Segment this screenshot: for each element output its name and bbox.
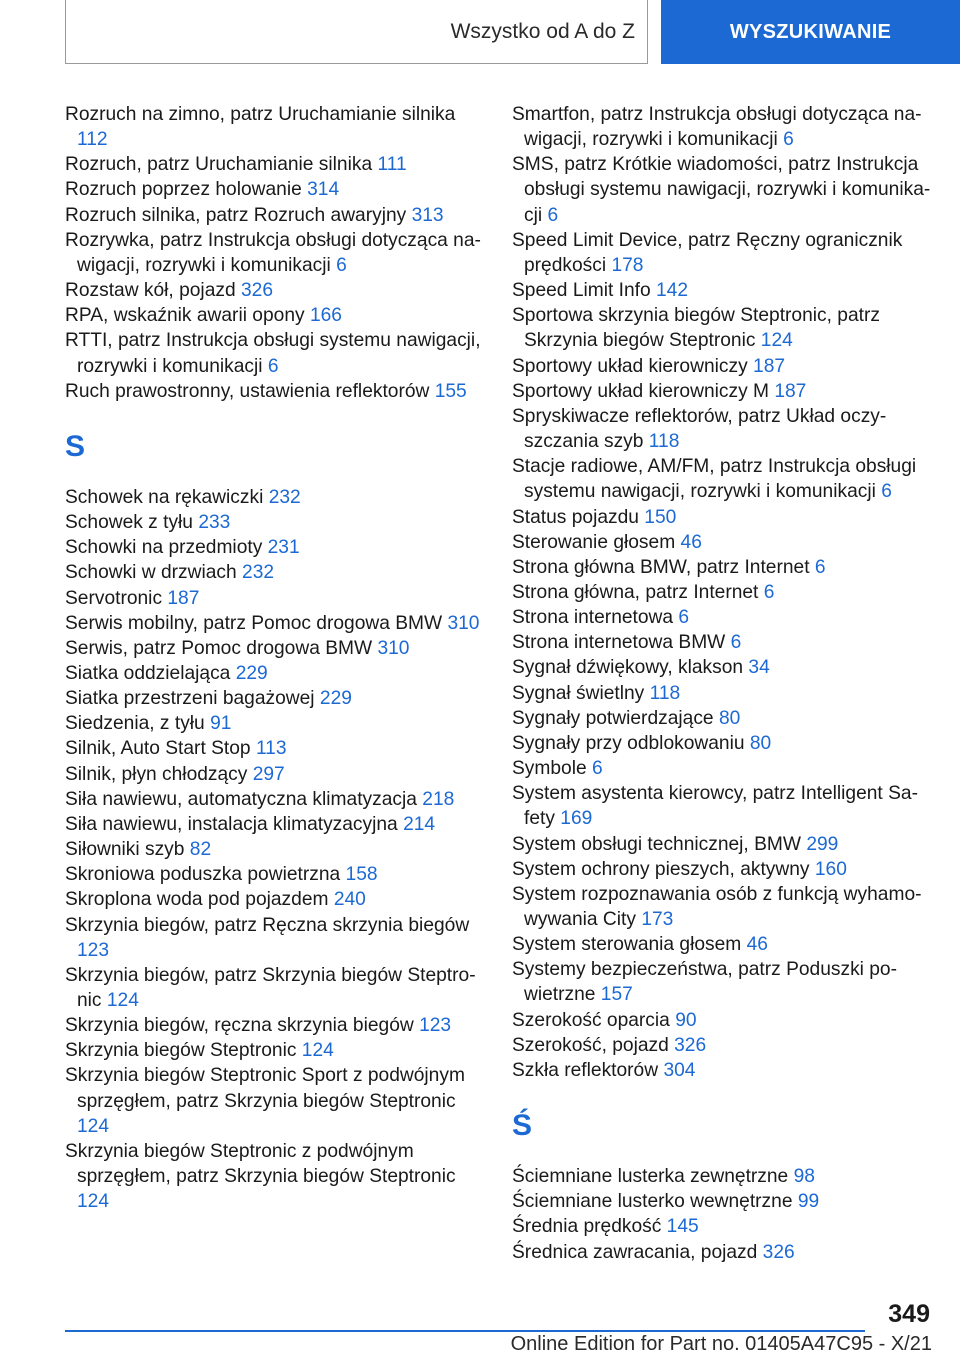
index-entry-text: Silnik, płyn chłodzący [65,763,248,785]
index-page-link[interactable]: 326 [240,280,273,302]
left-column [65,102,485,1214]
index-page-link[interactable]: 233 [198,512,231,534]
index-entry-text: Rozruch na zimno, patrz Uruchamianie silnika [65,104,456,125]
index-entry-text: System rozpoznawania osób z funkcją wyhamowywania City [512,883,922,930]
index-entry-text: Skrzynia biegów Steptronic Sport z podwójnym sprzęgłem, patrz Skrzynia biegów Steptronic [65,1065,465,1112]
index-page-link[interactable]: 240 [333,889,366,911]
index-page-link[interactable]: 91 [210,713,232,735]
index-entry-text: Rozruch, patrz Uruchamianie silnika [65,154,373,176]
index-page-link[interactable]: 113 [255,738,287,760]
index-entry [65,278,485,303]
index-entry [65,736,485,761]
index-entry [65,661,485,686]
index-page-link[interactable]: 123 [77,939,110,961]
index-entry-text: System ochrony pieszych, aktywny [512,858,810,880]
section-letter: S [65,429,86,463]
index-entry [65,1063,485,1138]
index-entry [512,957,932,1007]
index-entry [512,655,932,680]
page-number: 349 [888,1300,930,1328]
index-page-link[interactable]: 124 [106,990,139,1011]
index-entry [512,681,932,706]
index-entry [65,203,485,228]
index-entry [65,303,485,328]
index-entry-text: Skrzynia biegów Steptronic z podwójnym sprzęgłem, patrz Skrzynia biegów Steptronic [65,1140,456,1188]
index-entry [512,932,932,957]
index-page-link[interactable]: 155 [434,380,467,402]
index-entry-text: Sygnał dźwiękowy, klakson [512,657,744,679]
index-entry [65,711,485,736]
tab-index-label: Wszystko od A do Z [450,19,635,43]
index-entry [65,102,485,152]
index-entry [65,862,485,887]
index-entry [65,837,485,862]
index-entry [512,1008,932,1033]
index-page-link[interactable]: 157 [600,984,633,1006]
index-page-link[interactable]: 46 [746,934,768,956]
index-page-link[interactable]: 166 [309,305,342,327]
index-entry [65,787,485,812]
index-entry [65,535,485,560]
index-page-link[interactable]: 90 [675,1009,697,1031]
index-entry-text: Sportowy układ kierowniczy [512,355,748,377]
index-entry-text: Smartfon, patrz Instrukcja obsługi dotycząca nawigacji, rozrywki i komunikacji [512,104,922,151]
index-entry [512,555,932,580]
index-entry-text: Silnik, Auto Start Stop [65,738,251,760]
index-entry-text: RTTI, patrz Instrukcja obsługi systemu nawigacji, rozrywki i komunikacji [65,330,481,377]
index-entry-text: Sygnał świetlny [512,682,645,704]
index-entry [65,560,485,585]
index-entry-text: RPA, wskaźnik awarii opony [65,305,305,327]
index-page-link[interactable]: 313 [411,204,444,226]
index-entry-text: Skrzynia biegów, patrz Skrzynia biegów Steptronic [65,964,476,1011]
index-entry-text: Średnia prędkość [512,1216,662,1238]
index-entry [65,686,485,711]
index-entry-text: Rozstaw kół, pojazd [65,280,236,302]
index-entry-text: Sygnały przy odblokowaniu [512,732,745,754]
index-entry-text: Schowek na rękawiczki [65,486,264,508]
index-entry-text: Ruch prawostronny, ustawienia reflektorów [65,380,430,402]
index-entry-text: Skrzynia biegów Steptronic [65,1040,297,1062]
index-entry-text: Siedzenia, z tyłu [65,713,205,735]
index-entry [65,228,485,278]
index-entry-text: Schowki na przedmioty [65,537,263,559]
index-page-link[interactable]: 158 [345,864,378,886]
index-page-link[interactable]: 46 [680,531,702,553]
index-entry-text: Siatka oddzielająca [65,662,231,684]
index-entry-text: Strona główna BMW, patrz Internet [512,556,810,578]
index-entry [65,1038,485,1063]
index-page-link[interactable]: 150 [644,506,677,528]
index-page-link[interactable]: 160 [814,858,847,880]
index-page-link[interactable]: 123 [419,1015,452,1037]
index-entry-text: Systemy bezpieczeństwa, patrz Poduszki powietrzne [512,959,897,1006]
index-entry [512,379,932,404]
index-entry [512,1033,932,1058]
index-entry-text: Servotronic [65,587,163,609]
index-entry-text: Serwis, patrz Pomoc drogowa BMW [65,637,373,659]
index-page-link[interactable]: 304 [663,1059,696,1081]
index-page-link[interactable]: 145 [666,1216,699,1238]
index-entry-text: Strona główna, patrz Internet [512,581,759,603]
index-entry-text: Szerokość, pojazd [512,1034,669,1056]
index-entry [512,781,932,831]
index-entry-text: Siłowniki szyb [65,839,185,861]
index-entry [65,812,485,837]
index-entry-text: SMS, patrz Krótkie wiadomości, patrz Instrukcja obsługi systemu nawigacji, rozrywki i komunikacji [512,154,931,226]
index-entry [65,636,485,661]
index-entry [65,328,485,378]
index-page-link[interactable]: 6 [592,758,603,780]
index-page-link[interactable]: 6 [881,481,892,503]
index-page-link[interactable]: 214 [403,813,436,835]
index-page-link[interactable]: 326 [762,1241,795,1263]
index-page-link[interactable]: 187 [753,355,786,377]
index-page-link[interactable]: 99 [797,1191,820,1213]
index-entry [512,228,932,278]
index-entry-text: Sportowa skrzynia biegów Steptronic, patrz Skrzynia biegów Steptronic [512,305,880,352]
index-page-link[interactable]: 187 [167,587,200,609]
index-page-link[interactable]: 6 [267,355,279,377]
index-entry [65,177,485,202]
index-entry [512,152,932,227]
tab-search-label: WYSZUKIWANIE [729,20,892,43]
index-entry [512,1214,932,1239]
index-page-link[interactable]: 80 [718,707,741,729]
index-page-link[interactable]: 142 [656,280,689,302]
index-entry [512,706,932,731]
index-entry [512,530,932,555]
index-entry [65,586,485,611]
index-entry-text: Speed Limit Device, patrz Ręczny ogranicznik prędkości [512,229,903,276]
index-page-link[interactable]: 6 [814,556,826,578]
index-entry [512,1240,932,1265]
index-entry-text: Stacje radiowe, AM/FM, patrz Instrukcja obsługi systemu nawigacji, rozrywki i komunikacji [512,456,917,503]
index-page-link[interactable]: 299 [806,833,839,855]
index-entry-text: Siatka przestrzeni bagażowej [65,688,315,710]
index-page-link[interactable]: 232 [268,486,301,508]
index-entry-text: Rozruch silnika, patrz Rozruch awaryjny [65,204,407,226]
index-page-link[interactable]: 218 [422,788,455,810]
index-page-link[interactable]: 314 [307,179,340,201]
index-entry-text: Rozrywka, patrz Instrukcja obsługi dotycząca nawigacji, rozrywki i komunikacji [65,229,481,276]
index-entry [512,404,932,454]
index-entry-text: Rozruch poprzez holowanie [65,179,302,201]
index-page-link[interactable]: 178 [611,254,644,276]
index-entry [65,913,485,963]
index-entry-text: Spryskiwacze reflektorów, patrz Układ oczyszczania szyb [512,405,887,453]
index-page-link[interactable]: 6 [547,204,559,226]
index-page-link[interactable]: 173 [641,909,674,930]
index-page-link[interactable]: 34 [748,657,770,679]
index-entry-text: Skroplona woda pod pojazdem [65,889,329,911]
index-page-link[interactable]: 124 [77,1191,110,1213]
index-entry-text: Szerokość oparcia [512,1009,670,1031]
index-entry [512,505,932,530]
index-page-link[interactable]: 229 [235,662,268,684]
index-page-link[interactable]: 118 [648,431,680,453]
index-entry-text: Strona internetowa [512,607,674,629]
index-page-link[interactable]: 6 [730,632,742,654]
index-page-link[interactable]: 6 [783,129,794,151]
tab-index-a-to-z[interactable] [65,0,648,64]
index-page-link[interactable]: 6 [763,581,775,603]
index-entry-text: Skrzynia biegów, patrz Ręczna skrzynia biegów [65,914,470,936]
index-entry [512,882,932,932]
index-entry [65,762,485,787]
index-entry-text: Sygnały potwierdzające [512,707,714,729]
index-entry-text: Symbole [512,758,587,780]
index-entry [65,963,485,1013]
index-entry [512,303,932,353]
index-page-link[interactable]: 6 [678,607,690,629]
index-page-link[interactable]: 124 [760,330,793,352]
index-entry [512,731,932,756]
index-entry [512,832,932,857]
index-page-link[interactable]: 80 [749,732,772,754]
index-entry [512,756,932,781]
index-page-link[interactable]: 112 [77,129,108,151]
index-page-link[interactable]: 310 [377,637,410,659]
index-entry-text: System obsługi technicznej, BMW [512,833,801,855]
index-entry-text: System asystenta kierowcy, patrz Intelligent Safety [512,783,918,830]
index-page-link[interactable]: 98 [793,1166,815,1188]
index-entry-text: Sterowanie głosem [512,531,676,553]
index-entry-text: Speed Limit Info [512,280,651,302]
index-entry-text: Ściemniane lusterka zewnętrzne [512,1166,789,1188]
index-entry [512,454,932,504]
index-entry [512,630,932,655]
index-entry [512,1189,932,1214]
index-entry [65,510,485,535]
index-entry-text: System sterowania głosem [512,934,742,956]
index-page-link[interactable]: 229 [319,688,352,710]
index-page-link[interactable]: 231 [267,537,300,559]
index-entry-text: Siła nawiewu, instalacja klimatyzacyjna [65,813,398,835]
index-entry [512,354,932,379]
index-page-link[interactable]: 310 [447,612,480,634]
index-entry [512,1164,932,1189]
index-entry [512,580,932,605]
index-entry [512,605,932,630]
index-entry-text: Strona internetowa BMW [512,632,726,654]
index-entry [65,152,485,177]
index-entry-text: Siła nawiewu, automatyczna klimatyzacja [65,788,417,810]
index-entry-text: Sportowy układ kierowniczy M [512,380,769,402]
header [65,0,960,64]
index-page-link[interactable]: 118 [649,682,681,704]
index-entry [65,1139,485,1214]
index-entry [512,278,932,303]
index-page-link[interactable]: 124 [77,1115,110,1137]
index-page-link[interactable]: 111 [377,154,407,176]
footer-edition: Online Edition for Part no. 01405A47C95 - X/21 [510,1333,932,1355]
index-entry [65,485,485,510]
index-entry-text: Średnica zawracania, pojazd [512,1241,758,1263]
index-entry [65,887,485,912]
index-entry-text: Skroniowa poduszka powietrzna [65,864,341,886]
index-page-link[interactable]: 297 [252,763,285,785]
right-column [512,102,932,1265]
index-entry [512,1058,932,1083]
index-entry [65,379,485,404]
index-entry-text: Schowki w drzwiach [65,562,237,584]
index-entry [65,1013,485,1038]
index-entry [512,857,932,882]
section-letter: Ś [512,1109,533,1143]
footer-divider [65,1330,865,1332]
index-page-link[interactable]: 169 [560,808,593,830]
tab-search[interactable] [661,0,960,64]
index-page-link[interactable]: 187 [774,380,807,402]
index-entry-text: Schowek z tyłu [65,512,193,534]
index-page-link[interactable]: 232 [242,562,275,584]
index-entry-text: Skrzynia biegów, ręczna skrzynia biegów [65,1015,414,1037]
index-page-link[interactable]: 326 [674,1034,707,1056]
index-entry-text: Ściemniane lusterko wewnętrzne [512,1191,793,1213]
index-page-link[interactable]: 6 [336,254,347,276]
index-page-link[interactable]: 124 [301,1040,334,1062]
index-entry [512,102,932,152]
index-entry-text: Status pojazdu [512,506,639,528]
index-entry [65,611,485,636]
index-entry-text: Szkła reflektorów [512,1059,659,1081]
index-page-link[interactable]: 82 [189,839,212,861]
index-entry-text: Serwis mobilny, patrz Pomoc drogowa BMW [65,612,443,634]
